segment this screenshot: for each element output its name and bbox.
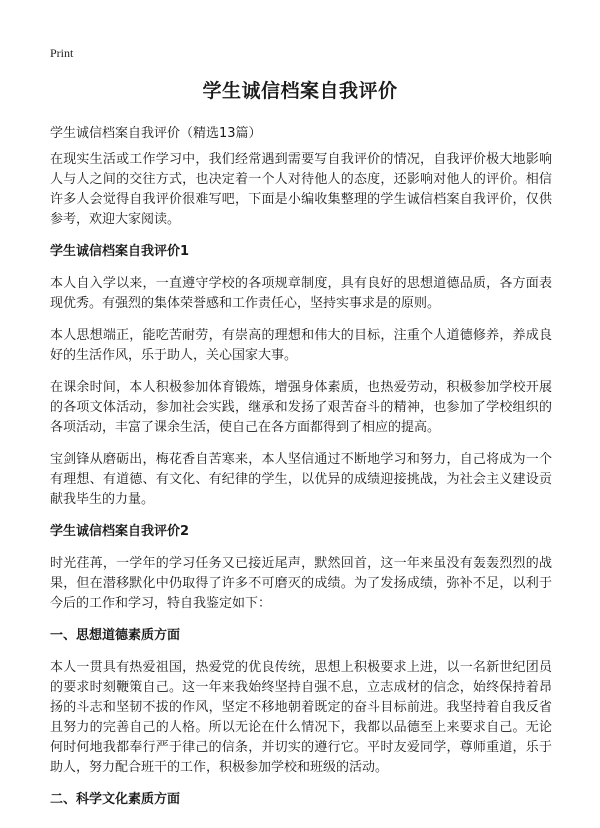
section-heading: 二、科学文化素质方面 bbox=[50, 792, 181, 807]
section-heading: 一、思想道德素质方面 bbox=[50, 628, 181, 643]
paragraph: 本人自入学以来，一直遵守学校的各项规章制度，具有良好的思想道德品质，各方面表现优秀。有强烈的集体荣誉感和工作责任心，坚持实事求是的原则。 bbox=[50, 276, 552, 311]
paragraph: 本人思想端正，能吃苦耐劳，有崇高的理想和伟大的目标，注重个人道德修养，养成良好的生活作风，乐于助人，关心国家大事。 bbox=[50, 328, 552, 363]
intro-paragraph: 在现实生活或工作学习中，我们经常遇到需要写自我评价的情况，自我评价极大地影响人与人之间的交往方式，也决定着一个人对待他人的态度，还影响对他人的评价。相信许多人会觉得自我评价很难写吧，下面是小编收集整理的学生诚信档案自我评价，仅供参考，欢迎大家阅读。 bbox=[50, 152, 552, 227]
paragraph: 本人一贯具有热爱祖国，热爱党的优良传统，思想上积极要求上进，以一名新世纪团员的要求时刻鞭策自己。这一年来我始终坚持自强不息，立志成材的信念，始终保持着昂扬的斗志和坚韧不拔的作风，坚定不移地朝着既定的奋斗目标前进。我坚持着自我反省且努力的完善自己的人格。所以无论在什么情况下，我都以品德至上来要求自己。无论何时何地我都奉行严于律己的信条，并切实的遵行它。平时友爱同学，尊师重道，乐于助人，努力配合班干的工作，积极参加学校和班级的活动。 bbox=[50, 660, 552, 775]
page-subtitle: 学生诚信档案自我评价（精选13篇） bbox=[50, 126, 262, 141]
section-heading: 学生诚信档案自我评价1 bbox=[50, 244, 190, 259]
paragraph: 在课余时间，本人积极参加体育锻炼，增强身体素质，也热爱劳动，积极参加学校开展的各项文体活动，参加社会实践，继承和发扬了艰苦奋斗的精神，也参加了学校组织的各项活动，丰富了课余生活，使自己在各方面都得到了相应的提高。 bbox=[50, 380, 552, 435]
page-title: 学生诚信档案自我评价 bbox=[202, 80, 398, 102]
section-heading: 学生诚信档案自我评价2 bbox=[50, 524, 190, 539]
article-body bbox=[50, 150, 552, 822]
paragraph: 宝剑锋从磨砺出，梅花香自苦寒来，本人坚信通过不断地学习和努力，自己将成为一个有理想、有道德、有文化、有纪律的学生，以优异的成绩迎接挑战，为社会主义建设贡献我毕生的力量。 bbox=[50, 452, 552, 507]
print-label[interactable]: Print bbox=[50, 46, 74, 60]
paragraph: 时光荏苒，一学年的学习任务又已接近尾声，默然回首，这一年来虽没有轰轰烈烈的战果，但在潜移默化中仍取得了许多不可磨灭的成绩。为了发扬成绩，弥补不足，以利于今后的工作和学习，特自我鉴定如下： bbox=[50, 556, 552, 611]
